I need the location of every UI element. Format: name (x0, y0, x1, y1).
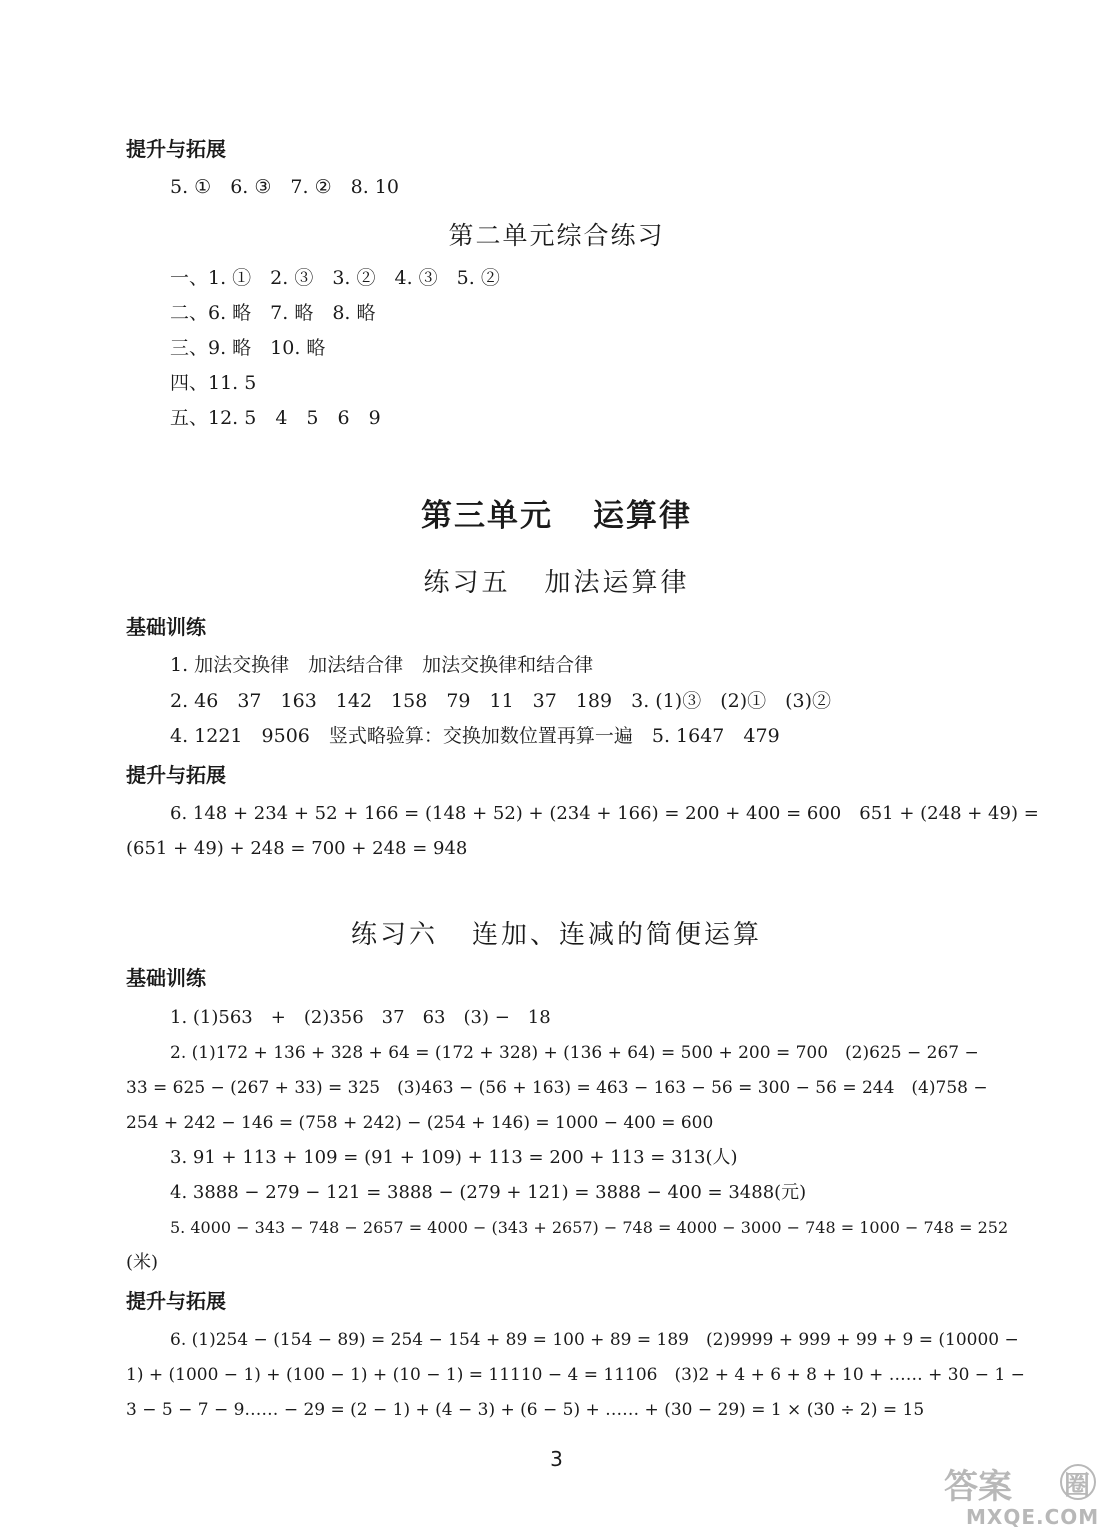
answer-line: 6. 148 + 234 + 52 + 166 = (148 + 52) + (234 + 166) = 200 + 400 = 600 651 + (248 + 49) = (170, 803, 1039, 824)
answer-line: 3 − 5 − 7 − 9…… − 29 = (2 − 1) + (4 − 3) + (6 − 5) + …… + (30 − 29) = 1 × (30 ÷ 2) = 15 (126, 1400, 925, 1420)
section-heading-improve: 提升与拓展 (126, 763, 226, 787)
answer-line: 33 = 625 − (267 + 33) = 325 (3)463 − (56 + 163) = 463 − 163 − 56 = 300 − 56 = 244 (4)758 − (126, 1078, 988, 1098)
answer-line: 3. 91 + 113 + 109 = (91 + 109) + 113 = 200 + 113 = 313(人) (170, 1147, 738, 1168)
exercise-title-part: 练习五 (423, 568, 511, 598)
watermark-logo (940, 1462, 1100, 1528)
answer-line: 2. (1)172 + 136 + 328 + 64 = (172 + 328) + (136 + 64) = 500 + 200 = 700 (2)625 − 267 − (170, 1043, 979, 1063)
unit-review-title: 第二单元综合练习 (448, 221, 665, 250)
answer-line: 一、1. ① 2. ③ 3. ② 4. ③ 5. ② (170, 267, 500, 289)
watermark-main-text: 答案 (944, 1467, 1012, 1507)
answer-line: 5. 4000 − 343 − 748 − 2657 = 4000 − (343 + 2657) − 748 = 4000 − 3000 − 748 = 1000 − 748 = 252 (170, 1218, 1009, 1237)
answer-line: 二、6. 略 7. 略 8. 略 (170, 302, 376, 324)
answer-line: (651 + 49) + 248 = 700 + 248 = 948 (126, 838, 468, 859)
watermark-sub-text: MXQE.COM (966, 1505, 1100, 1528)
exercise-title (0, 562, 1113, 599)
answer-line: (米) (126, 1252, 159, 1273)
answer-line: 1) + (1000 − 1) + (100 − 1) + (10 − 1) = 11110 − 4 = 11106 (3)2 + 4 + 6 + 8 + 10 + …… + 30 − 1 − (126, 1365, 1025, 1385)
answer-line: 4. 1221 9506 竖式略验算：交换加数位置再算一遍 5. 1647 479 (170, 725, 780, 747)
answer-line: 6. (1)254 − (154 − 89) = 254 − 154 + 89 = 100 + 89 = 189 (2)9999 + 999 + 99 + 9 = (10000 − (170, 1330, 1019, 1350)
page-number: 3 (550, 1447, 563, 1471)
answer-line: 1. 加法交换律 加法结合律 加法交换律和结合律 (170, 654, 594, 676)
answer-line: 五、12. 5 4 5 6 9 (170, 407, 381, 429)
section-heading-basic: 基础训练 (126, 966, 206, 990)
answer-line: 5. ① 6. ③ 7. ② 8. 10 (170, 176, 399, 198)
answer-line: 三、9. 略 10. 略 (170, 337, 326, 359)
exercise-title-part: 连加、连减的简便运算 (472, 920, 763, 950)
answer-line: 四、11. 5 (170, 372, 257, 394)
chapter-title-part: 第三单元 (421, 498, 553, 534)
section-heading-improve: 提升与拓展 (126, 1289, 226, 1313)
answer-line: 1. (1)563 + (2)356 37 63 (3) − 18 (170, 1007, 551, 1028)
answer-line: 4. 3888 − 279 − 121 = 3888 − (279 + 121) = 3888 − 400 = 3488(元) (170, 1182, 807, 1203)
chapter-title (0, 490, 1113, 535)
chapter-title-part: 运算律 (593, 498, 692, 534)
answer-line: 254 + 242 − 146 = (758 + 242) − (254 + 146) = 1000 − 400 = 600 (126, 1113, 714, 1133)
exercise-title (0, 914, 1113, 951)
section-heading-improve: 提升与拓展 (126, 137, 226, 161)
section-heading-basic: 基础训练 (126, 615, 206, 639)
exercise-title-part: 加法运算律 (544, 568, 690, 598)
answer-line: 2. 46 37 163 142 158 79 11 37 189 3. (1)③ (2)① (3)② (170, 690, 832, 712)
exercise-title-part: 练习六 (350, 920, 438, 950)
watermark-circle-text: 圈 (1064, 1471, 1091, 1501)
